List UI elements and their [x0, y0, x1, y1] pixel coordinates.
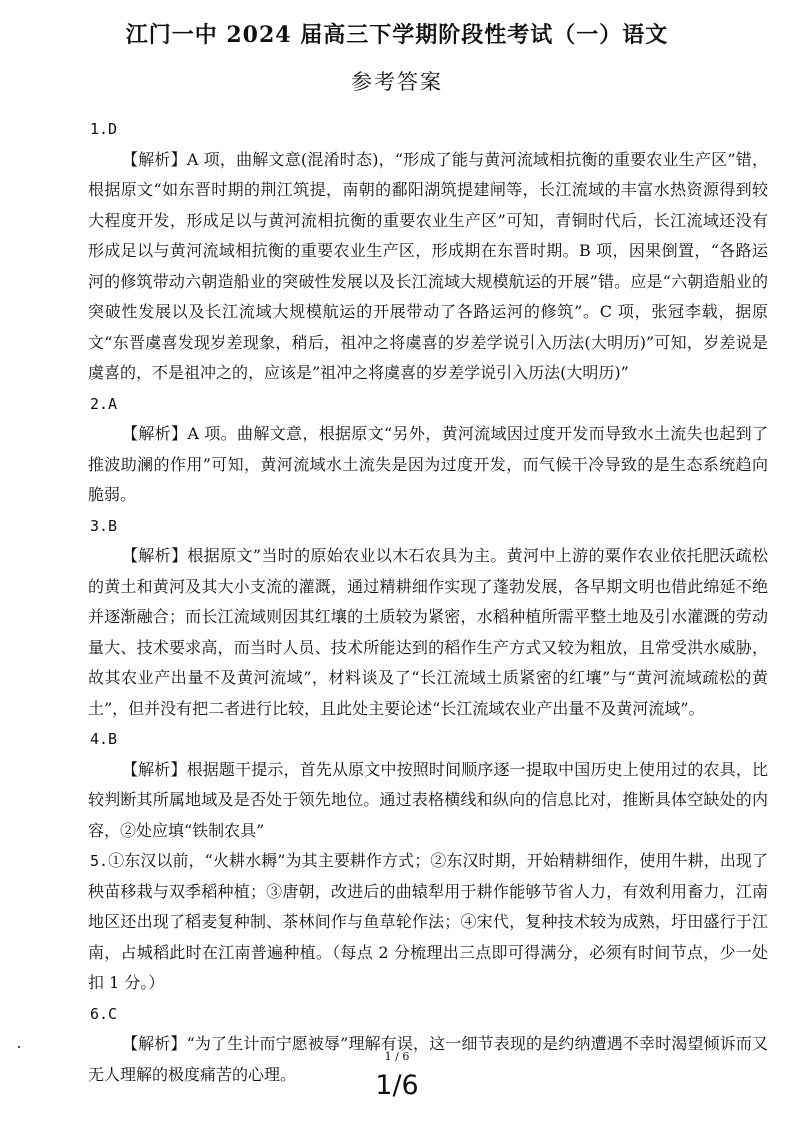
answer-5 [88, 846, 768, 999]
answer-list [88, 114, 768, 1090]
answer-explanation-6: 【解析】“为了生计而宁愿被辱”理解有误，这一细节表现的是约纳遭遇不幸时渴望倾诉而又无人理解的极度痛苦的心理。 [88, 1034, 768, 1084]
answer-explanation-3: 【解析】根据原文”当时的原始农业以木石农具为主。黄河中上游的粟作农业依托肥沃疏松的黄土和黄河及其大小支流的灌溉，通过精耕细作实现了蓬勃发展，各早期文明也借此绵延不绝并逐渐融合；而长江流域则因其红壤的土质较为紧密，水稻种植所需平整土地及引水灌溉的劳动量大、技术要求高，而当时人员、技术所能达到的稻作生产方式又较为粗放，且常受洪水威胁，故其农业产出量不及黄河流域”，材料谈及了“长江流域土质紧密的红壤”与“黄河流域疏松的黄土”，但并没有把二者进行比较，且此处主要论述“长江流域农业产出量不及黄河流域”。 [88, 546, 768, 718]
page-number-small: 1 / 6 [384, 1050, 410, 1063]
answer-explanation-4: 【解析】根据题干提示，首先从原文中按照时间顺序逐一提取中国历史上使用过的农具，比较判断其所属地域及是否处于领先地位。通过表格横线和纵向的信息比对，推断具体空缺处的内容，②处应填“铁制农具” [88, 759, 768, 840]
answer-explanation-1: 【解析】A 项，曲解文意(混淆时态)，“形成了能与黄河流域相抗衡的重要农业生产区”错，根据原文“如东晋时期的荆江筑提，南朝的鄱阳湖筑提建闸等，长江流域的丰富水热资源得到较大程度开发，形成足以与黄河流相抗衡的重要农业生产区”可知，青铜时代后，长江流域还没有形成足以与黄河流域相抗衡的重要农业生产区，形成期在东晋时期。B 项，因果倒置，“各路运河的修筑带动六朝造船业的突破性发展以及长江流域大规模航运的开展”错。应是“六朝造船业的突破性发展以及长江流域大规模航运的开展带动了各路运河的修筑”。C 项，张冠李载，据原文“东晋虞喜发现岁差现象，稍后，祖冲之将虞喜的岁差学说引入历法(大明历)”可知，岁差说是虞喜的，不是祖冲之的，应该是”祖冲之将虞喜的岁差学说引入历法(大明历)” [88, 149, 768, 382]
question-number-6: 6.C [90, 1004, 118, 1023]
question-number-5: 5. [90, 852, 109, 870]
question-number-2: 2.A [90, 394, 118, 413]
question-number-4: 4.B [90, 730, 118, 748]
question-number-3: 3.B [90, 516, 118, 535]
exam-title: 江门一中 2024 届高三下学期阶段性考试（一）语文 [125, 22, 669, 48]
question-number-1: 1.D [90, 120, 118, 138]
scan-speck [18, 1046, 20, 1048]
answer-explanation-5: ①东汉以前，“火耕水耨”为其主要耕作方式；②东汉时期，开始精耕细作，使用牛耕，出现了秧苗移栽与双季稻种植；③唐朝，改进后的曲辕犁用于耕作能够节省人力，有效利用畜力，江南地区还出现了稻麦复种制、茶林间作与鱼草轮作法；④宋代，复种技术较为成熟，圩田盛行于江南，占城稻此时在江南普遍种植。（每点 2 分梳理出三点即可得满分，必须有时间节点，少一处扣 1 分。） [88, 851, 768, 992]
answer-explanation-2: 【解析】A 项。曲解文意，根据原文“另外，黄河流域因过度开发而导致水土流失也起到了推波助澜的作用”可知，黄河流域水土流失是因为过度开发，而气候干冷导致的是生态系统趋向脆弱。 [88, 424, 768, 504]
page-number: 1/6 [375, 1070, 419, 1101]
answer-key-heading: 参考答案 [351, 70, 443, 94]
